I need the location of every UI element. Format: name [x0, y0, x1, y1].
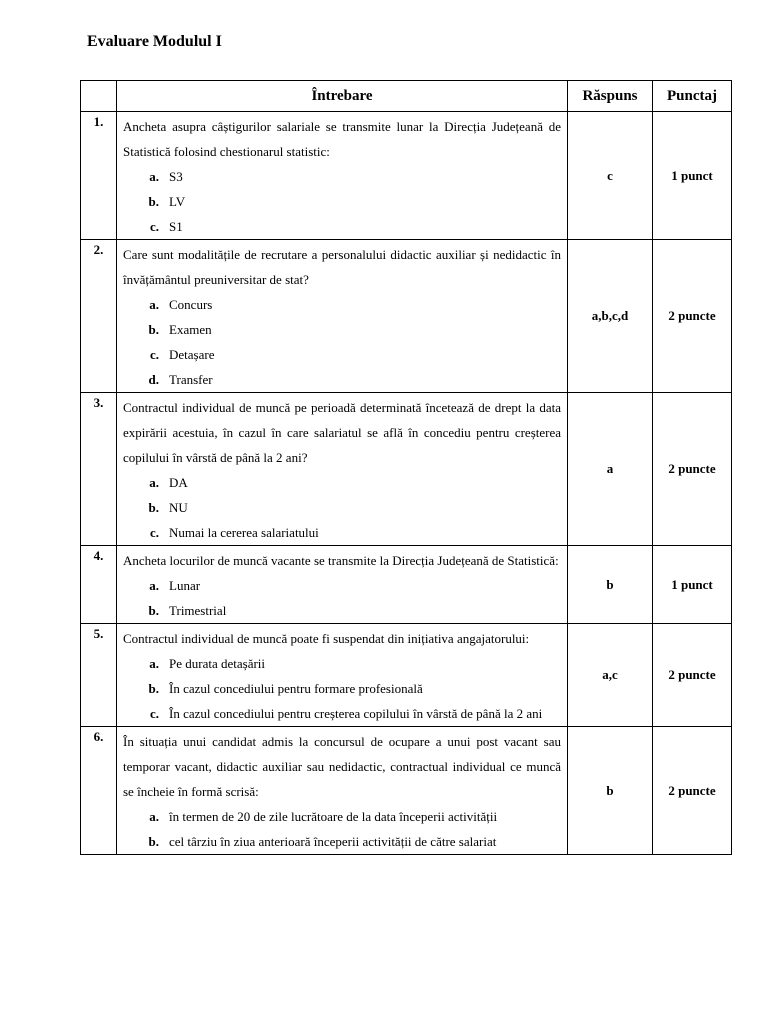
option-text: Trimestrial — [169, 603, 227, 618]
option-label: a. — [149, 578, 159, 593]
option-label: b. — [148, 322, 159, 337]
question-text: Care sunt modalitățile de recrutare a personalului didactic auxiliar și nedidactic în învățământul preuniversitar de stat? — [123, 247, 561, 287]
option-label: a. — [149, 169, 159, 184]
answer-option — [123, 470, 561, 495]
answer-option — [123, 573, 561, 598]
question-number: 1. — [81, 112, 117, 240]
answer-cell: c — [568, 112, 653, 240]
header-points: Punctaj — [653, 81, 732, 112]
header-number — [81, 81, 117, 112]
table-row — [81, 546, 732, 624]
answer-option — [123, 164, 561, 189]
question-number: 3. — [81, 393, 117, 546]
option-label: a. — [149, 656, 159, 671]
option-label: b. — [148, 834, 159, 849]
option-label: b. — [148, 500, 159, 515]
table-row — [81, 727, 732, 855]
answer-option — [123, 598, 561, 623]
option-label: c. — [149, 525, 159, 540]
option-label: a. — [149, 297, 159, 312]
answer-option — [123, 804, 561, 829]
option-text: DA — [169, 475, 188, 490]
answer-option — [123, 214, 561, 239]
option-label: d. — [148, 372, 159, 387]
question-text: Contractul individual de muncă poate fi suspendat din inițiativa angajatorului: — [123, 631, 530, 646]
points-cell: 2 puncte — [653, 393, 732, 546]
table-row — [81, 112, 732, 240]
question-number: 6. — [81, 727, 117, 855]
table-header-row — [81, 81, 732, 112]
question-text: În situația unui candidat admis la concursul de ocupare a unui post vacant sau temporar vacant, didactic auxiliar sau nedidactic, contractual individual ce muncă se încheie în formă scrisă: — [123, 734, 561, 799]
option-label: b. — [148, 681, 159, 696]
table-row — [81, 240, 732, 393]
answer-cell: b — [568, 546, 653, 624]
question-cell — [117, 727, 568, 855]
option-label: b. — [148, 603, 159, 618]
evaluation-table — [80, 80, 732, 855]
question-text: Ancheta asupra câștigurilor salariale se transmite lunar la Direcția Județeană de Statistică folosind chestionarul statistic: — [123, 119, 561, 159]
option-text: În cazul concediului pentru formare profesională — [169, 681, 423, 696]
answer-option — [123, 701, 561, 726]
answer-cell: a — [568, 393, 653, 546]
header-question: Întrebare — [117, 81, 568, 112]
option-label: c. — [149, 219, 159, 234]
points-cell: 1 punct — [653, 546, 732, 624]
answer-option — [123, 520, 561, 545]
answer-option — [123, 317, 561, 342]
option-text: Transfer — [169, 372, 213, 387]
answer-option — [123, 495, 561, 520]
option-text: LV — [169, 194, 186, 209]
answer-cell: b — [568, 727, 653, 855]
answer-option — [123, 829, 561, 854]
option-text: S1 — [169, 219, 183, 234]
option-text: În cazul concediului pentru creșterea copilului în vârstă de până la 2 ani — [169, 706, 543, 721]
answer-option — [123, 189, 561, 214]
question-cell — [117, 393, 568, 546]
option-label: c. — [149, 706, 159, 721]
option-text: Numai la cererea salariatului — [169, 525, 319, 540]
header-answer: Răspuns — [568, 81, 653, 112]
option-text: Concurs — [169, 297, 213, 312]
answer-option — [123, 292, 561, 317]
question-number: 5. — [81, 624, 117, 727]
question-number: 4. — [81, 546, 117, 624]
option-text: Pe durata detașării — [169, 656, 266, 671]
answer-option — [123, 367, 561, 392]
question-cell — [117, 624, 568, 727]
answer-cell: a,b,c,d — [568, 240, 653, 393]
option-text: cel târziu în ziua anterioară începerii activității de către salariat — [169, 834, 497, 849]
answer-cell: a,c — [568, 624, 653, 727]
answer-option — [123, 342, 561, 367]
table-row — [81, 393, 732, 546]
option-text: Lunar — [169, 578, 201, 593]
answer-option — [123, 676, 561, 701]
question-text: Ancheta locurilor de muncă vacante se transmite la Direcția Județeană de Statistică: — [123, 553, 559, 568]
question-number: 2. — [81, 240, 117, 393]
question-cell — [117, 112, 568, 240]
option-text: S3 — [169, 169, 183, 184]
option-label: c. — [149, 347, 159, 362]
points-cell: 2 puncte — [653, 727, 732, 855]
option-label: a. — [149, 809, 159, 824]
points-cell: 2 puncte — [653, 240, 732, 393]
question-text: Contractul individual de muncă pe perioadă determinată încetează de drept la data expirării acestuia, în cazul în care salariatul se află în concediu pentru creșterea copilului în vârstă de până la 2 ani? — [123, 400, 561, 465]
option-text: Examen — [169, 322, 212, 337]
option-label: a. — [149, 475, 159, 490]
table-row — [81, 624, 732, 727]
answer-option — [123, 651, 561, 676]
document-title: Evaluare Modulul I — [87, 33, 222, 50]
points-cell: 2 puncte — [653, 624, 732, 727]
option-text: Detașare — [169, 347, 215, 362]
option-text: NU — [169, 500, 188, 515]
option-text: în termen de 20 de zile lucrătoare de la data începerii activității — [169, 809, 498, 824]
question-cell — [117, 546, 568, 624]
option-label: b. — [148, 194, 159, 209]
question-cell — [117, 240, 568, 393]
points-cell: 1 punct — [653, 112, 732, 240]
